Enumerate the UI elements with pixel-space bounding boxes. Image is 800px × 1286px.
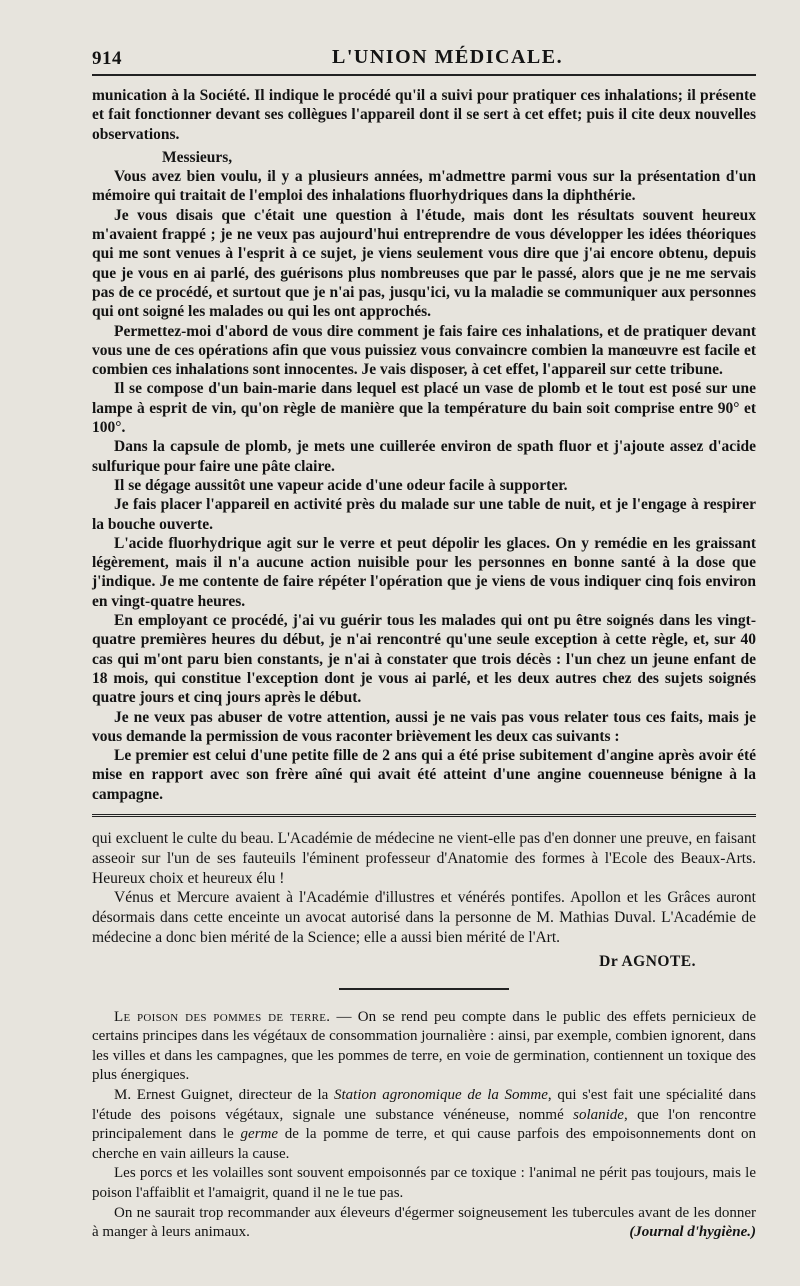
paragraph: Je fais placer l'appareil en activité près du malade sur une table de nuit, et je l'engage à respirer la bouche ouverte. xyxy=(92,496,756,533)
page-number: 914 xyxy=(92,48,122,69)
article-inhalations xyxy=(92,86,756,804)
salutation: Messieurs, xyxy=(162,148,233,166)
term-solanide: solanide xyxy=(573,1106,624,1123)
article-title: Le poison des pommes de terre. xyxy=(114,1008,331,1025)
paragraph: Il se dégage aussitôt une vapeur acide d'une odeur facile à supporter. xyxy=(114,476,568,494)
text-run: , que l'on rencontre principalement dans le xyxy=(92,1106,756,1143)
text-run: , qui s'est fait une spécialité dans l'étude des poisons végétaux, signale une substance vénéneuse, nommé xyxy=(92,1086,757,1123)
paragraph: Je vous disais que c'était une question à l'étude, mais dont les résultats souvent heureux m'avaient frappé ; je ne veux pas aujourd'hui entreprendre de vous développer les idées théoriques qui me sont venues à l'esprit à ce sujet, je viens seulement vous dire que j'ai encore obtenu, depuis que je vous en ai parlé, des guérisons plus nombreuses que par le passé, alors que je ne me servais pas de ce procédé, et surtout que je n'ai pas, jusqu'ici, vu la maladie se communiquer aux personnes qui ont soigné les malades ou qui les ont approchés. xyxy=(92,206,756,321)
article-poison xyxy=(92,1008,756,1243)
section-divider xyxy=(92,814,756,817)
text-run: M. Ernest Guignet, directeur de la xyxy=(114,1086,334,1103)
paragraph xyxy=(92,1008,756,1086)
paragraph: Le premier est celui d'une petite fille de 2 ans qui a été prise subitement d'angine après avoir été mise en rapport avec son frère aîné qui avait été atteint d'une angine couenneuse bénigne à la campagne. xyxy=(92,747,756,803)
paragraph: Il se compose d'un bain-marie dans lequel est placé un vase de plomb et le tout est posé sur une lampe à esprit de vin, qu'on règle de manière que la température du bain soit comprise entre 90° et 100°. xyxy=(92,380,756,437)
header-rule xyxy=(92,74,756,76)
signature: Dr AGNOTE. xyxy=(599,952,696,970)
paragraph: Les porcs et les volailles sont souvent empoisonnés par ce toxique : l'animal ne périt pas toujours, mais le poison l'affaiblit et l'amaigrit, quand il ne le tue pas. xyxy=(92,1165,756,1201)
paragraph: Dans la capsule de plomb, je mets une cuillerée environ de spath fluor et j'ajoute assez d'acide sulfurique pour faire une pâte claire. xyxy=(92,438,756,475)
paragraph: Je ne veux pas abuser de votre attention, aussi je ne vais pas vous relater tous ces faits, mais je vous demande la permission de vous raconter brièvement les deux cas suivants : xyxy=(92,708,756,745)
paragraph: L'acide fluorhydrique agit sur le verre et peut dépolir les glaces. On y remédie en les graissant légèrement, mais il n'a aucune action nuisible pour les personnes en bonne santé à la dose que j'indique. Je me contente de faire répéter l'opération que je viens de vous indiquer cinq fois environ en vingt-quatre heures. xyxy=(92,534,756,610)
paragraph xyxy=(92,1086,756,1164)
text-run: de la pomme de terre, et qui cause parfois des empoisonnements dont on cherche en vain ailleurs la cause. xyxy=(92,1126,756,1162)
station-name: Station agronomique de la Somme xyxy=(333,1086,548,1103)
intro-paragraph: munication à la Société. Il indique le procédé qu'il a suivi pour pratiquer ces inhalations; il présente et fait fonctionner devant ses collègues l'appareil dont il se sert à cet effet; puis il cite deux nouvelles observations. xyxy=(92,87,756,143)
paragraph: Vous avez bien voulu, il y a plusieurs années, m'admettre parmi vous sur la présentation d'un mémoire qui traitait de l'emploi des inhalations fluorhydriques dans la diphthérie. xyxy=(92,168,756,205)
lead-text: — On se rend peu compte dans le public des effets pernicieux de certains principes dans les végétaux de consommation journalière : ainsi, par exemple, combien ignorent, dans les villes et dans les campagnes, que les pommes de terre, en voie de germination, contiennent un toxique des plus énergiques. xyxy=(92,1008,756,1084)
short-divider xyxy=(339,988,509,990)
paragraph xyxy=(92,1204,756,1243)
text-run: On ne saurait trop recommander aux éleveurs d'égermer soigneusement les tubercules avant de les donner à manger à leurs animaux. xyxy=(92,1204,756,1241)
source-citation: (Journal d'hygiène.) xyxy=(629,1224,756,1241)
paragraph: Vénus et Mercure avaient à l'Académie d'illustres et vénérés pontifes. Apollon et les Grâces auront désormais dans cette enceinte un avocat autorisé dans la personne de M. Mathias Duval. L'Académie de médecine a donc bien mérité de la Science; elle a aussi bien mérité de l'Art. xyxy=(92,889,756,946)
paragraph: Permettez-moi d'abord de vous dire comment je fais faire ces inhalations, et de pratiquer devant vous une de ces opérations afin que vous puissiez vous convaincre combien la manœuvre est facile et combien ces inhalations sont innocentes. Je vais disposer, à cet effet, l'appareil sur cette tribune. xyxy=(92,322,756,379)
term-germe: germe xyxy=(240,1126,279,1143)
running-head: L'UNION MÉDICALE. xyxy=(332,46,564,68)
article-academie xyxy=(92,829,756,972)
page-header xyxy=(92,40,756,70)
paragraph: qui excluent le culte du beau. L'Académie de médecine ne vient-elle pas d'en donner une preuve, en faisant asseoir sur l'un de ses fauteuils l'éminent professeur d'Anatomie des formes à l'Ecole des Beaux-Arts. Heureux choix et heureux élu ! xyxy=(92,829,756,887)
paragraph: En employant ce procédé, j'ai vu guérir tous les malades qui ont pu être soignés dans les vingt-quatre premières heures du début, je n'ai rencontré qu'une seule exception à cette règle, et, sur 40 cas qui m'ont paru bien constants, je n'ai à constater que trois décès : l'un chez un jeune enfant de 18 mois, qui constitue l'exception dont je vous ai parlé, et les deux autres chez des sujets soignés quatre jours et cinq jours après le début. xyxy=(92,612,756,707)
